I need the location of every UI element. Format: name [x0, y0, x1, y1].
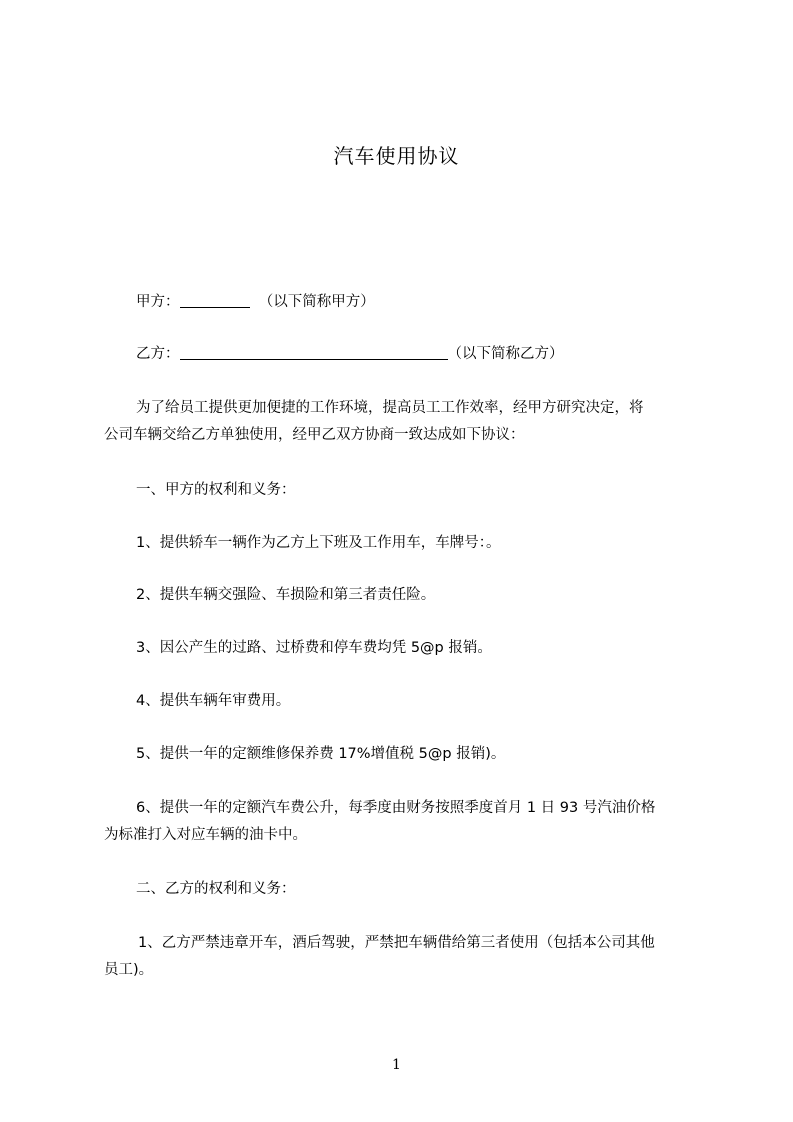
section1-item-6-line-2: 为标准打入对应车辆的油卡中。 [104, 827, 307, 843]
section1-item-2: 2、提供车辆交强险、车损险和第三者责任险。 [136, 587, 436, 603]
intro-line-1: 为了给员工提供更加便捷的工作环境，提高员工工作效率，经甲方研究决定，将 [136, 400, 644, 416]
party-a-label: 甲方： [136, 294, 180, 310]
page-number: 1 [392, 1057, 401, 1073]
section1-item-5: 5、提供一年的定额维修保养费 17%增值税 5@p 报销)。 [136, 746, 506, 762]
section2-item-1-line-1: 1、乙方严禁违章开车，酒后驾驶，严禁把车辆借给第三者使用（包括本公司其他 [138, 935, 655, 951]
party-a-note: （以下简称甲方） [258, 294, 375, 310]
section1-item-3: 3、因公产生的过路、过桥费和停车费均凭 5@p 报销。 [136, 640, 492, 656]
party-b-line [136, 341, 748, 367]
section1-item-6 [104, 795, 716, 849]
section1-item-4: 4、提供车辆年审费用。 [136, 693, 291, 709]
party-b-blank [180, 341, 448, 360]
party-a-line [136, 289, 748, 315]
document-title: 汽车使用协议 [333, 144, 460, 168]
section2-heading: 二、乙方的权利和义务： [136, 881, 296, 897]
intro-line-2: 公司车辆交给乙方单独使用，经甲乙双方协商一致达成如下协议： [104, 427, 525, 443]
section1-item-6-line-1: 6、提供一年的定额汽车费公升，每季度由财务按照季度首月 1 日 93 号汽油价格 [136, 800, 656, 816]
party-b-label: 乙方： [136, 346, 180, 362]
section2-item-1-line-2: 员工)。 [104, 962, 154, 978]
party-b-note: （以下简称乙方） [447, 346, 564, 362]
section2-item-1 [104, 930, 716, 984]
section1-heading: 一、甲方的权利和义务： [136, 482, 296, 498]
intro-paragraph [104, 395, 716, 449]
section1-item-1: 1、提供轿车一辆作为乙方上下班及工作用车，车牌号：。 [136, 535, 501, 551]
party-a-blank [180, 289, 250, 308]
